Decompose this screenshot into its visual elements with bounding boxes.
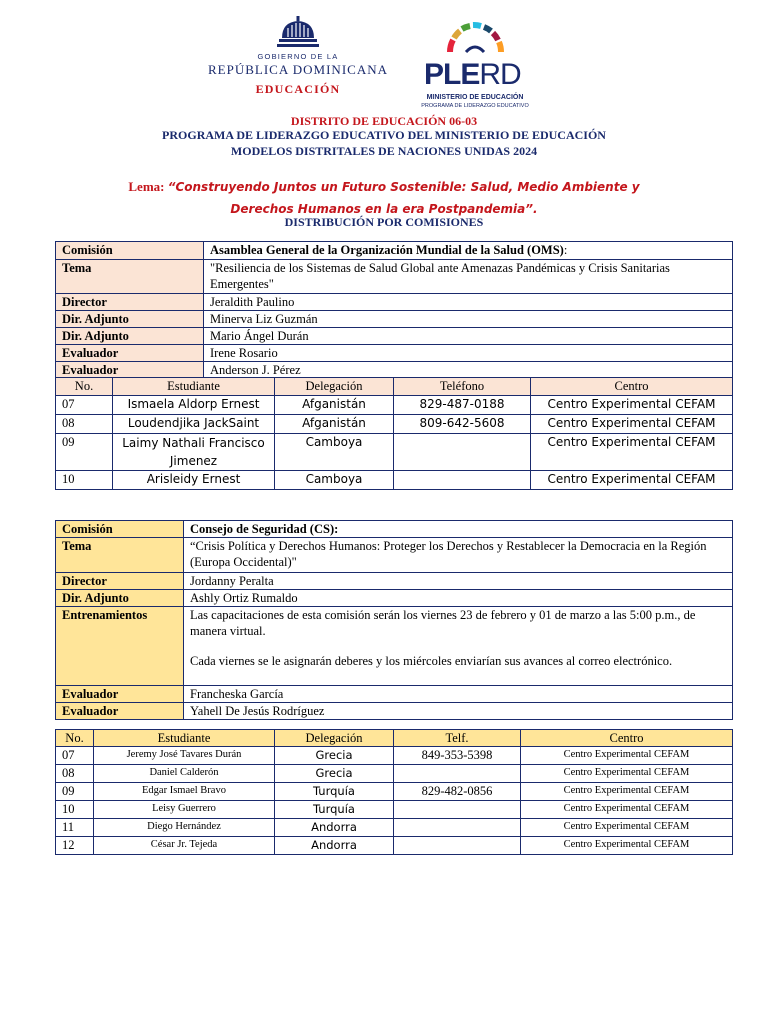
lema-label: Lema: (128, 179, 165, 194)
entrenamientos-label: Entrenamientos (56, 607, 184, 686)
comision-label: Comisión (56, 521, 184, 538)
row-center: Centro Experimental CEFAM (531, 415, 733, 434)
row-phone (394, 819, 521, 837)
row-phone (394, 837, 521, 855)
row-phone (394, 434, 531, 471)
plerd-sub2: PROGRAMA DE LIDERAZGO EDUCATIVO (421, 103, 529, 109)
row-no: 07 (56, 396, 113, 415)
lema-text: “Construyendo Juntos un Futuro Sostenible: Salud, Medio Ambiente y Derechos Humanos en la era Postpandemia”. (167, 180, 640, 216)
row-delegation: Andorra (275, 837, 394, 855)
col-header-center: Centro (531, 378, 733, 396)
row-center: Centro Experimental CEFAM (521, 837, 733, 855)
table-row (56, 819, 733, 837)
row-center: Centro Experimental CEFAM (521, 801, 733, 819)
row-delegation: Afganistán (275, 415, 394, 434)
tema-label: Tema (56, 260, 204, 294)
commission-table-cs (55, 520, 733, 720)
comision-value: Consejo de Seguridad (CS): (184, 521, 733, 538)
row-delegation: Turquía (275, 783, 394, 801)
rainbow-arc-icon (442, 18, 508, 54)
table-row (56, 434, 733, 471)
row-center: Centro Experimental CEFAM (521, 819, 733, 837)
row-student: Jeremy José Tavares Durán (94, 747, 275, 765)
evaluador-value: Yahell De Jesús Rodríguez (184, 703, 733, 720)
row-student: César Jr. Tejeda (94, 837, 275, 855)
col-header-delegation: Delegación (275, 730, 394, 747)
adjunto-value: Mario Ángel Durán (204, 328, 733, 345)
comision-suffix: : (563, 243, 568, 257)
row-center: Centro Experimental CEFAM (521, 765, 733, 783)
row-no: 07 (56, 747, 94, 765)
director-value: Jordanny Peralta (184, 573, 733, 590)
col-header-student: Estudiante (113, 378, 275, 396)
row-delegation: Grecia (275, 765, 394, 783)
training-paragraph-1: Las capacitaciones de esta comisión serán los viernes 23 de febrero y 01 de marzo a las 5:00 p.m., de manera virtual. (190, 608, 696, 638)
adjunto-value: Ashly Ortiz Rumaldo (184, 590, 733, 607)
evaluador-label: Evaluador (56, 362, 204, 379)
evaluador-label: Evaluador (56, 703, 184, 720)
tema-value: "Resiliencia de los Sistemas de Salud Global ante Amenazas Pandémicas y Crisis Sanitarias Emergentes" (204, 260, 733, 294)
row-student: Edgar Ismael Bravo (94, 783, 275, 801)
dome-icon (276, 16, 320, 50)
table-row (56, 415, 733, 434)
row-phone: 829-487-0188 (394, 396, 531, 415)
row-no: 11 (56, 819, 94, 837)
plerd-rd: RD (479, 58, 521, 91)
row-student: Diego Hernández (94, 819, 275, 837)
row-delegation: Andorra (275, 819, 394, 837)
col-header-no: No. (56, 730, 94, 747)
row-delegation: Afganistán (275, 396, 394, 415)
table-row (56, 837, 733, 855)
row-no: 08 (56, 415, 113, 434)
distribution-title: DISTRIBUCIÓN POR COMISIONES (284, 215, 484, 229)
col-header-phone: Teléfono (394, 378, 531, 396)
students-table-oms (55, 377, 733, 490)
adjunto-label: Dir. Adjunto (56, 311, 204, 328)
table-row (56, 801, 733, 819)
government-logo (208, 16, 388, 108)
commission-table-oms (55, 241, 733, 379)
director-label: Director (56, 573, 184, 590)
evaluador-value: Irene Rosario (204, 345, 733, 362)
row-phone (394, 471, 531, 490)
col-header-student: Estudiante (94, 730, 275, 747)
evaluador-label: Evaluador (56, 345, 204, 362)
table-row (56, 396, 733, 415)
evaluador-value: Francheska García (184, 686, 733, 703)
comision-value (204, 242, 733, 260)
tema-label: Tema (56, 538, 184, 573)
row-no: 10 (56, 801, 94, 819)
table-row (56, 783, 733, 801)
row-no: 08 (56, 765, 94, 783)
gov-line1: GOBIERNO DE LA (257, 52, 339, 61)
plerd-wordmark (424, 58, 521, 92)
row-center: Centro Experimental CEFAM (531, 396, 733, 415)
evaluador-value: Anderson J. Pérez (204, 362, 733, 379)
adjunto-value: Minerva Liz Guzmán (204, 311, 733, 328)
table-row (56, 765, 733, 783)
models-title: MODELOS DISTRITALES DE NACIONES UNIDAS 2024 (230, 144, 538, 158)
tema-value: “Crisis Política y Derechos Humanos: Proteger los Derechos y Restablecer la Democracia en la Región (Europa Occidental)" (184, 538, 733, 573)
row-student: Laimy Nathali Francisco Jimenez (113, 434, 275, 471)
row-center: Centro Experimental CEFAM (521, 747, 733, 765)
col-header-phone: Telf. (394, 730, 521, 747)
comision-name: Asamblea General de la Organización Mundial de la Salud (OMS) (210, 243, 564, 257)
row-center: Centro Experimental CEFAM (521, 783, 733, 801)
row-no: 09 (56, 434, 113, 471)
lema (100, 176, 668, 220)
row-phone: 849-353-5398 (394, 747, 521, 765)
row-phone: 829-482-0856 (394, 783, 521, 801)
row-student: Daniel Calderón (94, 765, 275, 783)
plerd-sub1: MINISTERIO DE EDUCACIÓN (426, 94, 524, 101)
row-student: Leisy Guerrero (94, 801, 275, 819)
row-no: 12 (56, 837, 94, 855)
col-header-no: No. (56, 378, 113, 396)
adjunto-label: Dir. Adjunto (56, 328, 204, 345)
evaluador-label: Evaluador (56, 686, 184, 703)
district-title: DISTRITO DE EDUCACIÓN 06-03 (290, 114, 478, 128)
director-value: Jeraldith Paulino (204, 294, 733, 311)
adjunto-label: Dir. Adjunto (56, 590, 184, 607)
row-phone: 809-642-5608 (394, 415, 531, 434)
row-student: Loudendjika JackSaint (113, 415, 275, 434)
gov-line3: EDUCACIÓN (255, 82, 341, 96)
row-phone (394, 801, 521, 819)
col-header-delegation: Delegación (275, 378, 394, 396)
program-title: PROGRAMA DE LIDERAZGO EDUCATIVO DEL MINISTERIO DE EDUCACIÓN (162, 128, 606, 142)
row-delegation: Camboya (275, 434, 394, 471)
table-row (56, 747, 733, 765)
row-center: Centro Experimental CEFAM (531, 471, 733, 490)
row-delegation: Turquía (275, 801, 394, 819)
row-student: Ismaela Aldorp Ernest (113, 396, 275, 415)
row-delegation: Grecia (275, 747, 394, 765)
col-header-center: Centro (521, 730, 733, 747)
row-delegation: Camboya (275, 471, 394, 490)
row-center: Centro Experimental CEFAM (531, 434, 733, 471)
gov-line2: REPÚBLICA DOMINICANA (208, 62, 388, 77)
row-no: 10 (56, 471, 113, 490)
training-paragraph-2: Cada viernes se le asignarán deberes y los miércoles enviarían sus avances al correo electrónico. (190, 654, 673, 668)
table-row (56, 471, 733, 490)
plerd-ple: PLE (424, 58, 480, 91)
row-no: 09 (56, 783, 94, 801)
students-table-cs (55, 729, 733, 855)
entrenamientos-value (184, 607, 733, 686)
plerd-logo (410, 18, 540, 108)
director-label: Director (56, 294, 204, 311)
row-phone (394, 765, 521, 783)
row-student: Arisleidy Ernest (113, 471, 275, 490)
comision-label: Comisión (56, 242, 204, 260)
